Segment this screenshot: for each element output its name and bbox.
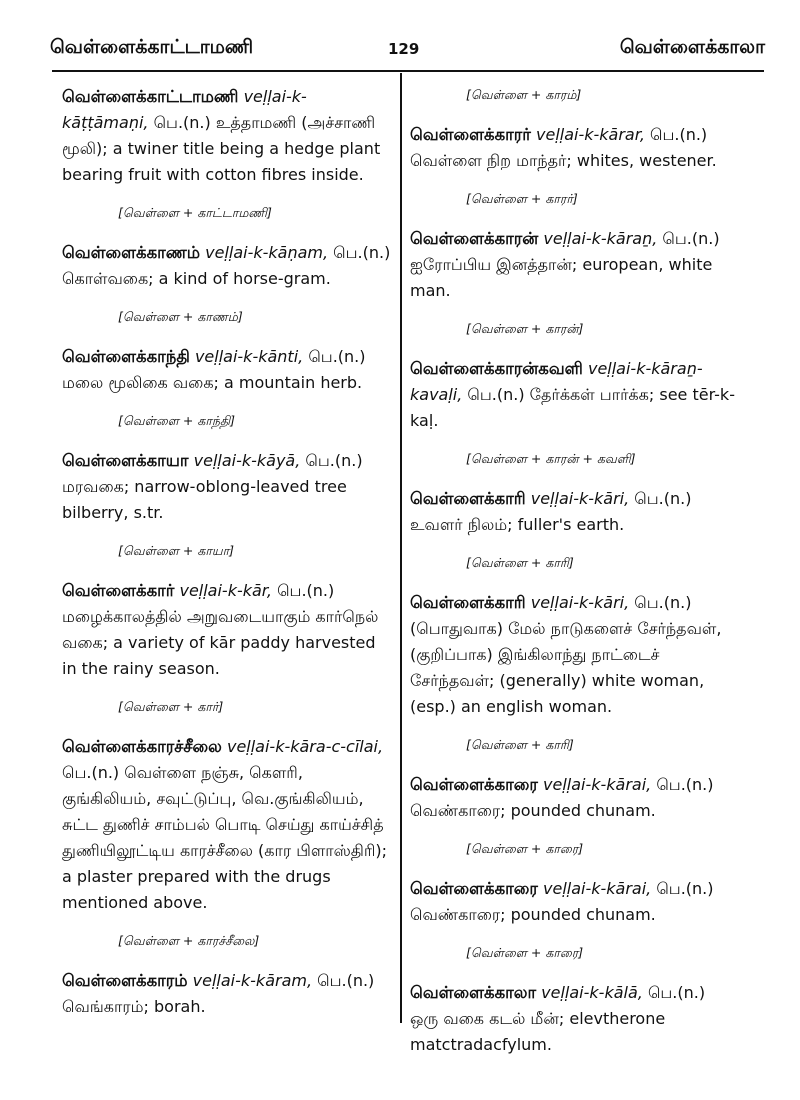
entry-part-of-speech: பெ.(n.) xyxy=(634,489,692,508)
entry-etymology: [வெள்ளை + காரை] xyxy=(466,841,584,856)
entry-part-of-speech: பெ.(n.) xyxy=(277,581,335,600)
entry-headword: வெள்ளைக்காரன்கவளி xyxy=(410,359,583,378)
dictionary-entry xyxy=(410,772,736,824)
entry-part-of-speech: பெ.(n.) xyxy=(656,775,714,794)
entry-definition: ஐரோப்பிய இனத்தான்; european, white man. xyxy=(410,255,713,300)
entry-headword: வெள்ளைக்காரர் xyxy=(410,125,531,144)
entry-definition: மலை மூலிகை வகை; a mountain herb. xyxy=(62,373,363,392)
dictionary-entry xyxy=(410,226,736,304)
entry-headword: வெள்ளைக்காயா xyxy=(62,451,189,470)
page-header xyxy=(50,36,765,70)
entry-etymology: [வெள்ளை + காரன்] xyxy=(466,321,584,336)
entry-headword: வெள்ளைக்காட்டாமணி xyxy=(62,87,239,106)
entry-headword: வெள்ளைக்காணம் xyxy=(62,243,201,262)
carried-etymology: [வெள்ளை + காரம்] xyxy=(466,87,582,102)
entry-transliteration: veḷḷai-k-kāṇam, xyxy=(205,243,329,262)
right-column xyxy=(410,84,736,1072)
entry-part-of-speech: பெ.(n.) xyxy=(308,347,366,366)
entry-etymology: [வெள்ளை + காரச்சீலை] xyxy=(118,933,260,948)
entry-part-of-speech: பெ.(n.) xyxy=(467,385,525,404)
entry-etymology: [வெள்ளை + காரி] xyxy=(466,737,574,752)
entry-transliteration: veḷḷai-k-kāṭṭāmaṇi, xyxy=(62,87,307,132)
entry-transliteration: veḷḷai-k-kāra-c-cīlai, xyxy=(226,737,384,756)
entry-headword: வெள்ளைக்காரச்சீலை xyxy=(62,737,222,756)
dictionary-entry xyxy=(62,734,392,916)
entry-transliteration: veḷḷai-k-kānti, xyxy=(194,347,304,366)
dictionary-entry xyxy=(410,486,736,538)
entry-part-of-speech: பெ.(n.) xyxy=(662,229,720,248)
dictionary-entry xyxy=(62,84,392,188)
entry-etymology: [வெள்ளை + காரி] xyxy=(466,555,574,570)
entry-transliteration: veḷḷai-k-kāraṉ-kavaḷi, xyxy=(410,359,703,404)
entry-etymology: [வெள்ளை + காணம்] xyxy=(118,309,243,324)
entry-part-of-speech: பெ.(n.) xyxy=(650,125,708,144)
dictionary-entry xyxy=(410,590,736,720)
dictionary-entry xyxy=(62,578,392,682)
dictionary-entry xyxy=(62,240,392,292)
entry-headword: வெள்ளைக்காந்தி xyxy=(62,347,190,366)
entry-transliteration: veḷḷai-k-kārar, xyxy=(536,125,645,144)
entry-etymology: [வெள்ளை + காரை] xyxy=(466,945,584,960)
entry-headword: வெள்ளைக்கார் xyxy=(62,581,175,600)
entry-headword: வெள்ளைக்காரன் xyxy=(410,229,539,248)
entry-definition: மரவகை; narrow-oblong-leaved tree bilberry, s.tr. xyxy=(62,477,347,522)
entry-etymology: [வெள்ளை + காயா] xyxy=(118,543,235,558)
entry-definition: வெள்ளை நிற மாந்தர்; whites, westener. xyxy=(410,151,717,170)
dictionary-entry xyxy=(410,980,736,1058)
entry-transliteration: veḷḷai-k-kārai, xyxy=(543,775,652,794)
entry-etymology: [வெள்ளை + காரன் + கவளி] xyxy=(466,451,636,466)
entry-definition: ஒரு வகை கடல் மீன்; elevtherone matctradacfylum. xyxy=(410,1009,666,1054)
entry-definition: வெள்ளை நஞ்சு, கௌரி, குங்கிலியம், சவுட்டுப்பு, வெ.குங்கிலியம், சுட்ட துணிச் சாம்பல் பொடி செய்து காய்ச்சித் துணியிலூட்டிய காரச்சீலை (கார பிளாஸ்திரி); a plaster prepared with the drugs mentioned above. xyxy=(62,763,388,912)
dictionary-entry xyxy=(62,448,392,526)
entry-headword: வெள்ளைக்காலா xyxy=(410,983,537,1002)
dictionary-entry xyxy=(62,968,392,1020)
dictionary-entry xyxy=(62,344,392,396)
entry-definition: கொள்வகை; a kind of horse-gram. xyxy=(62,269,331,288)
entry-part-of-speech: பெ.(n.) xyxy=(153,113,211,132)
entry-headword: வெள்ளைக்காரி xyxy=(410,489,526,508)
entry-transliteration: veḷḷai-k-kārai, xyxy=(543,879,652,898)
dictionary-entry xyxy=(410,356,736,434)
dictionary-entry xyxy=(410,876,736,928)
entry-definition: வெண்காரை; pounded chunam. xyxy=(410,905,656,924)
header-right-word: வெள்ளைக்காலா xyxy=(619,36,765,58)
entry-part-of-speech: பெ.(n.) xyxy=(333,243,391,262)
entry-etymology: [வெள்ளை + கார்] xyxy=(118,699,224,714)
entry-transliteration: veḷḷai-k-kāri, xyxy=(530,489,630,508)
dictionary-entry xyxy=(410,122,736,174)
entry-transliteration: veḷḷai-k-kār, xyxy=(179,581,272,600)
entry-etymology: [வெள்ளை + காட்டாமணி] xyxy=(118,205,272,220)
entry-definition: உத்தாமணி (அச்சாணி மூலி); a twiner title being a hedge plant bearing fruit with cotton fibres inside. xyxy=(62,113,381,184)
entry-definition: வெங்காரம்; borah. xyxy=(62,997,206,1016)
entry-definition: மழைக்காலத்தில் அறுவடையாகும் கார்நெல் வகை; a variety of kār paddy harvested in the rainy season. xyxy=(62,607,379,678)
entry-transliteration: veḷḷai-k-kāraṉ, xyxy=(543,229,658,248)
entry-headword: வெள்ளைக்காரம் xyxy=(62,971,188,990)
entry-part-of-speech: பெ.(n.) xyxy=(62,763,120,782)
entry-transliteration: veḷḷai-k-kāri, xyxy=(530,593,630,612)
column-divider xyxy=(400,73,402,1023)
entry-headword: வெள்ளைக்காரை xyxy=(410,879,538,898)
entry-headword: வெள்ளைக்காரை xyxy=(410,775,538,794)
entry-transliteration: veḷḷai-k-kālā, xyxy=(541,983,643,1002)
header-rule xyxy=(52,70,764,72)
entry-part-of-speech: பெ.(n.) xyxy=(305,451,363,470)
entry-etymology: [வெள்ளை + காரர்] xyxy=(466,191,578,206)
entry-transliteration: veḷḷai-k-kāram, xyxy=(192,971,313,990)
entry-part-of-speech: பெ.(n.) xyxy=(647,983,706,1002)
entry-definition: (பொதுவாக) மேல் நாடுகளைச் சேர்ந்தவள், (குறிப்பாக) இங்கிலாந்து நாட்டைச் சேர்ந்தவள்; (generally) white woman, (esp.) an english woman. xyxy=(410,619,722,716)
entry-part-of-speech: பெ.(n.) xyxy=(634,593,692,612)
entry-definition: தேர்க்கள் பார்க்க; see tēr-k-kaḷ. xyxy=(410,385,735,430)
entry-definition: உவளர் நிலம்; fuller's earth. xyxy=(410,515,625,534)
entry-etymology: [வெள்ளை + காந்தி] xyxy=(118,413,236,428)
entry-headword: வெள்ளைக்காரி xyxy=(410,593,526,612)
entry-definition: வெண்காரை; pounded chunam. xyxy=(410,801,656,820)
entry-part-of-speech: பெ.(n.) xyxy=(317,971,375,990)
entry-transliteration: veḷḷai-k-kāyā, xyxy=(193,451,301,470)
entry-part-of-speech: பெ.(n.) xyxy=(656,879,714,898)
page-number: 129 xyxy=(388,40,420,58)
left-column xyxy=(62,84,392,1034)
header-left-word: வெள்ளைக்காட்டாமணி xyxy=(50,36,254,58)
